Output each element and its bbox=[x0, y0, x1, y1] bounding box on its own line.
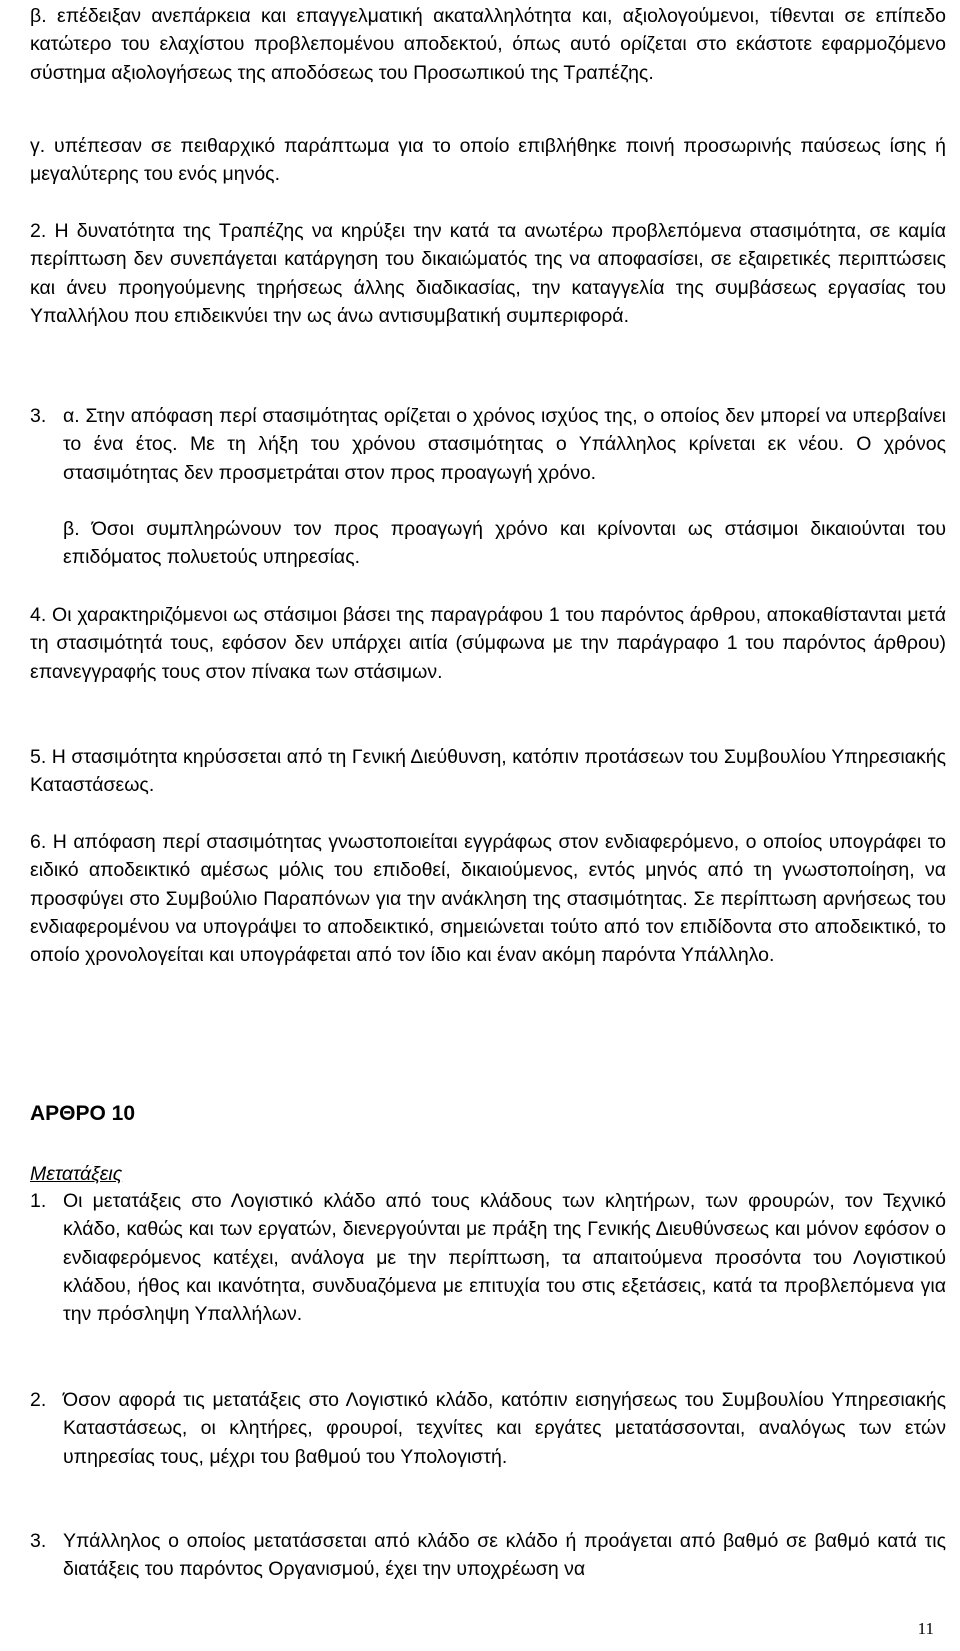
paragraph-3a-text: α. Στην απόφαση περί στασιμότητας ορίζεται ο χρόνος ισχύος της, ο οποίος δεν μπορεί να υπερβαίνει το ένα έτος. Με τη λήξη του χρόνου στασιμότητας ο Υπάλληλος κρίνεται εκ νέου. Ο χρόνος στασιμότητας δεν προσμετράται στον προς προαγωγή χρόνο. bbox=[63, 405, 946, 484]
paragraph-3-number: 3. bbox=[30, 405, 47, 427]
item-number: 3. bbox=[30, 1530, 47, 1552]
article10-item-1 bbox=[30, 1187, 946, 1328]
article10-item-2 bbox=[30, 1386, 946, 1471]
paragraph-2: 2. Η δυνατότητα της Τραπέζης να κηρύξει την κατά τα ανωτέρω προβλεπόμενα στασιμότητα, σε καμία περίπτωση δεν συνεπάγεται κατάργηση του δικαιώματός της να αποφασίσει, σε εξαιρετικές περιπτώσεις και άνευ προηγούμενης τηρήσεως άλλης διαδικασίας, την καταγγελία της συμβάσεως εργασίας του Υπαλλήλου που επιδεικνύει την ως άνω αντισυμβατική συμπεριφορά. bbox=[30, 220, 946, 327]
item-text: Οι μετατάξεις στο Λογιστικό κλάδο από τους κλάδους των κλητήρων, των φρουρών, τον Τεχνικό κλάδο, καθώς και των εργατών, διενεργούνται με πράξη της Γενικής Διευθύνσεως και μόνον εφόσον ο ενδιαφερόμενος κατέχει, ανάλογα με την περίπτωση, τα απαιτούμενα προσόντα του Λογιστικού κλάδου, ήθος και ικανότητα, συνδυαζόμενα με επιτυχία του στις εξετάσεις, κατά τα προβλεπόμενα για την πρόσληψη Υπαλλήλων. bbox=[63, 1190, 946, 1326]
article-subheading: Μετατάξεις bbox=[30, 1163, 123, 1185]
article10-item-3 bbox=[30, 1527, 946, 1584]
page-number: 11 bbox=[917, 1619, 934, 1638]
item-text: Υπάλληλος ο οποίος μετατάσσεται από κλάδο σε κλάδο ή προάγεται από βαθμό σε βαθμό κατά τις διατάξεις του παρόντος Οργανισμού, έχει την υποχρέωση να bbox=[63, 1530, 946, 1581]
item-number: 1. bbox=[30, 1190, 47, 1212]
article-heading: ΑΡΘΡΟ 10 bbox=[30, 1102, 136, 1125]
paragraph-6: 6. Η απόφαση περί στασιμότητας γνωστοποιείται εγγράφως στον ενδιαφερόμενο, ο οποίος υπογράφει το ειδικό αποδεικτικό αμέσως μόλις του επιδοθεί, δικαιούμενος, εντός μηνός από τη γνωστοποίηση, να προσφύγει στο Συμβούλιο Παραπόνων για την ανάκληση της στασιμότητας. Σε περίπτωση αρνήσεως του ενδιαφερομένου να υπογράψει το αποδεικτικό, σημειώνεται τούτο από τον επιδίδοντα στο αποδεικτικό, το οποίο χρονολογείται και υπογράφεται από τον ίδιο και έναν ακόμη παρόντα Υπάλληλο. bbox=[30, 831, 946, 967]
item-number: 2. bbox=[30, 1389, 47, 1411]
item-text: Όσον αφορά τις μετατάξεις στο Λογιστικό κλάδο, κατόπιν εισηγήσεως του Συμβουλίου Υπηρεσιακής Καταστάσεως, οι κλητήρες, φρουροί, τεχνίτες και εργάτες μετατάσσονται, αναλόγως των ετών υπηρεσίας τους, μέχρι του βαθμού του Υπολογιστή. bbox=[63, 1389, 946, 1468]
paragraph-5: 5. Η στασιμότητα κηρύσσεται από τη Γενική Διεύθυνση, κατόπιν προτάσεων του Συμβουλίου Υπηρεσιακής Καταστάσεως. bbox=[30, 746, 946, 797]
paragraph-3b: β. Όσοι συμπληρώνουν τον προς προαγωγή χρόνο και κρίνονται ως στάσιμοι δικαιούνται του επιδόματος πολυετούς υπηρεσίας. bbox=[63, 518, 946, 569]
paragraph-1b: β. επέδειξαν ανεπάρκεια και επαγγελματική ακαταλληλότητα και, αξιολογούμενοι, τίθενται σε επίπεδο κατώτερο του ελαχίστου προβλεπομένου αποδεκτού, όπως αυτό ορίζεται στο εκάστοτε εφαρμοζόμενο σύστημα αξιολογήσεως της αποδόσεως του Προσωπικού της Τραπέζης. bbox=[30, 5, 946, 84]
paragraph-4: 4. Οι χαρακτηριζόμενοι ως στάσιμοι βάσει της παραγράφου 1 του παρόντος άρθρου, αποκαθίστανται μετά τη στασιμότητά τους, εφόσον δεν υπάρχει αιτία (σύμφωνα με την παράγραφο 1 του παρόντος άρθρου) επανεγγραφής τους στον πίνακα των στάσιμων. bbox=[30, 604, 946, 683]
paragraph-3a bbox=[30, 402, 946, 487]
paragraph-1c: γ. υπέπεσαν σε πειθαρχικό παράπτωμα για το οποίο επιβλήθηκε ποινή προσωρινής παύσεως ίσης ή μεγαλύτερης του ενός μηνός. bbox=[30, 135, 946, 186]
